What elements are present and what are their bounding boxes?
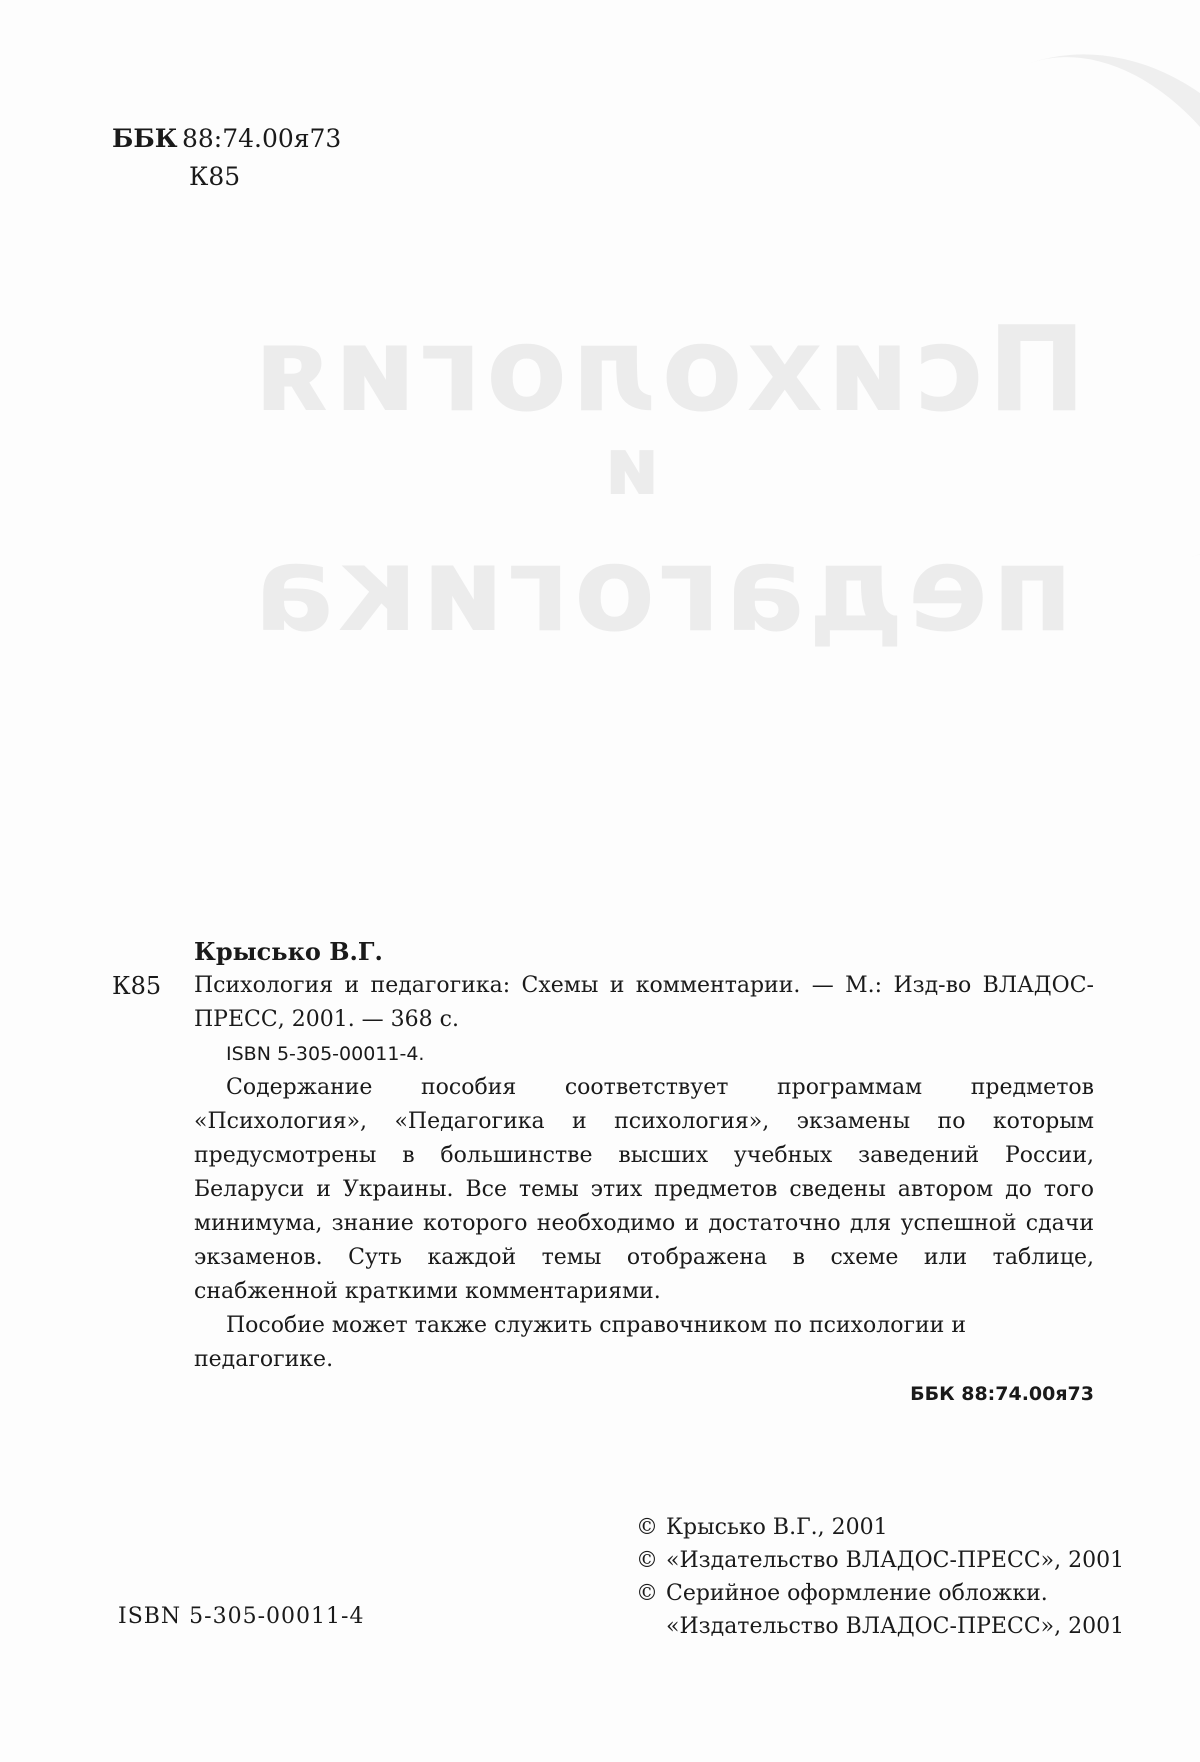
- record-annotation: Содержание пособия соответствует программам предметов «Психология», «Педагогика и психология», экзамены по которым предусмотрены в большинстве высших учебных заведений России, Беларуси и Украины. Все темы этих предметов сведены автором до того минимума, знание которого необходимо и достаточно для успешной сдачи экзаменов. Суть каждой темы отображена в схеме или таблице, снабженной краткими комментариями.: [194, 1075, 1094, 1304]
- author-mark: К85: [189, 162, 241, 191]
- copyright-block: [636, 1511, 1124, 1643]
- copyright-symbol: ©: [636, 1515, 658, 1540]
- copyright-publisher: «Издательство ВЛАДОС-ПРЕСС», 2001: [666, 1548, 1125, 1573]
- bbk-label: ББК: [112, 124, 178, 153]
- record-annotation-2: Пособие может также служить справочником по психологии и педагогике.: [194, 1313, 966, 1372]
- record-author-mark: К85: [112, 972, 162, 1000]
- record-bbk: ББК 88:74.00я73: [910, 1383, 1094, 1405]
- record-isbn: ISBN 5-305-00011-4.: [226, 1043, 425, 1065]
- copyright-symbol: ©: [636, 1548, 658, 1573]
- copyright-line-3: [636, 1577, 1124, 1610]
- copyright-line-1: [636, 1511, 1124, 1544]
- catalog-codes: [112, 120, 341, 196]
- bbk-value: 88:74.00я73: [181, 124, 342, 153]
- copyright-cover-design: Серийное оформление обложки.: [666, 1581, 1048, 1606]
- isbn-bottom: ISBN 5-305-00011-4: [118, 1604, 365, 1629]
- copyright-author: Крысько В.Г., 2001: [666, 1515, 888, 1540]
- ghost-title-line-2: и: [600, 420, 661, 513]
- cover-bleed-through: [40, 230, 1200, 680]
- cover-arc-decoration: [832, 0, 1200, 622]
- copyright-symbol: ©: [636, 1581, 658, 1606]
- record-author: Крысько В.Г.: [194, 937, 383, 966]
- record-title: Психология и педагогика: Схемы и комментарии. — М.: Изд-во ВЛАДОС-ПРЕСС, 2001. — 368 с.: [194, 973, 1094, 1032]
- record-title-block: [112, 969, 1094, 1037]
- ghost-title-line-1: Психология: [250, 300, 1087, 438]
- copyright-line-2: [636, 1544, 1124, 1577]
- bibliographic-record: [112, 935, 1112, 1411]
- copyright-cover-publisher: «Издательство ВЛАДОС-ПРЕСС», 2001: [666, 1614, 1125, 1639]
- ghost-title-line-3: педагогика: [250, 520, 1074, 658]
